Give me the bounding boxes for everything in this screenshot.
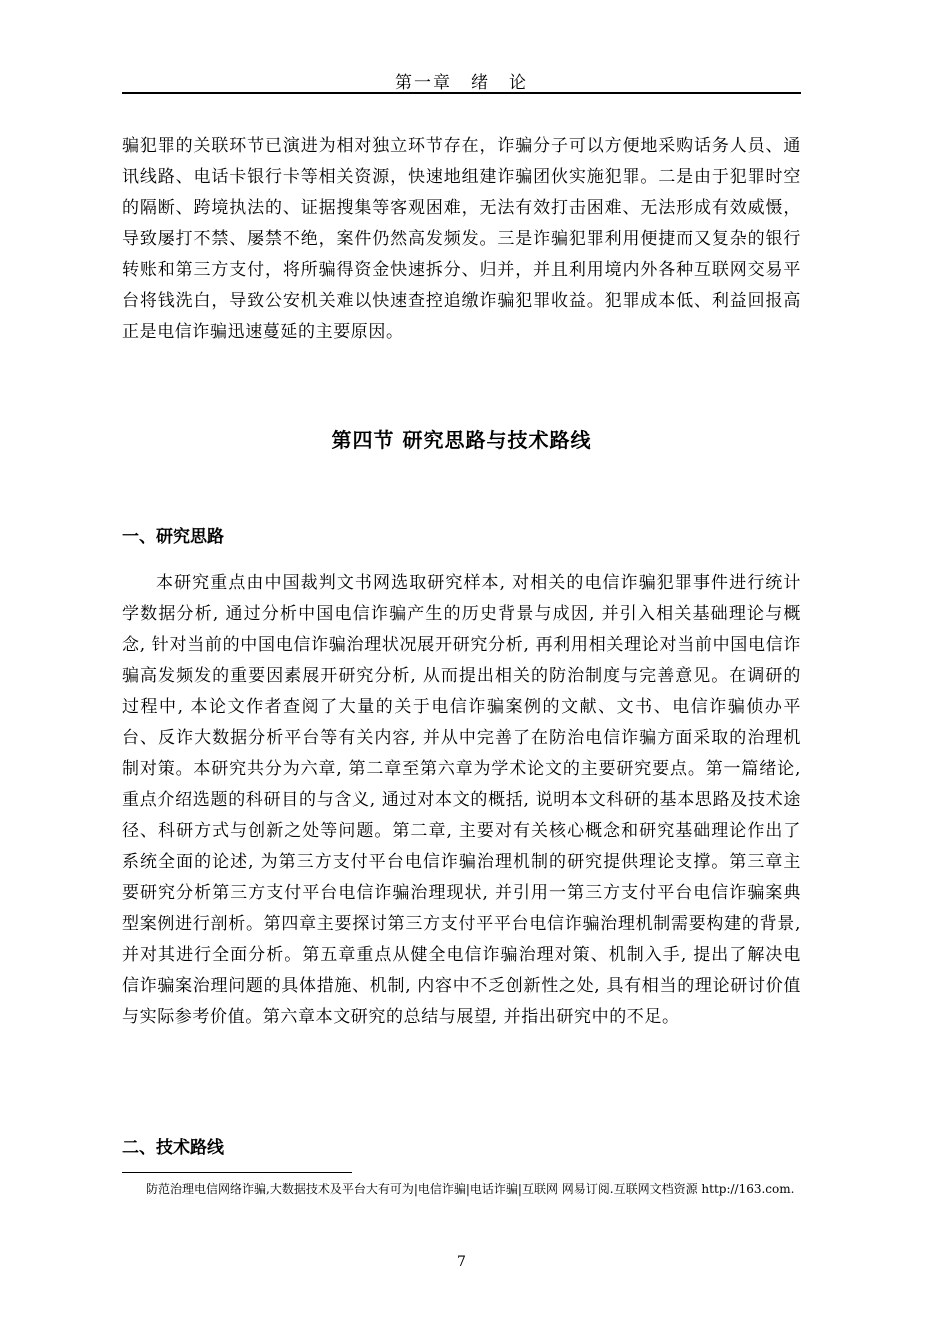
section-title: 第四节 研究思路与技术路线: [331, 428, 592, 452]
subheading-technical-route: 二、技术路线: [122, 1138, 224, 1158]
page-number: 7: [457, 1254, 466, 1270]
footnote-text: 防范治理电信网络诈骗,大数据技术及平台大有可为|电信诈骗|电话诈骗|互联网 网易订阅.互联网文档资源 http://163.com.: [146, 1182, 795, 1196]
footnote-separator: [122, 1172, 352, 1173]
running-header-title: 第一章 绪 论: [395, 73, 528, 93]
body-paragraph-continued: 骗犯罪的关联环节已演进为相对独立环节存在，诈骗分子可以方便地采购话务人员、通讯线路、电话卡银行卡等相关资源，快速地组建诈骗团伙实施犯罪。二是由于犯罪时空的隔断、跨境执法的、证据搜集等客观困难，无法有效打击困难、无法形成有效威慑，导致屡打不禁、屡禁不绝，案件仍然高发频发。三是诈骗犯罪利用便捷而又复杂的银行转账和第三方支付，将所骗得资金快速拆分、归并，并且利用境内外各种互联网交易平台将钱洗白，导致公安机关难以快速查控追缴诈骗犯罪收益。犯罪成本低、利益回报高正是电信诈骗迅速蔓延的主要原因。: [122, 136, 801, 342]
header-rule: [122, 92, 801, 94]
body-paragraph-research-approach: 本研究重点由中国裁判文书网选取研究样本, 对相关的电信诈骗犯罪事件进行统计学数据分析, 通过分析中国电信诈骗产生的历史背景与成因, 并引入相关基础理论与概念, 针对当前的中国电信诈骗治理状况展开研究分析, 再利用相关理论对当前中国电信诈骗高发频发的重要因素展开研究分析, 从而提出相关的防治制度与完善意见。在调研的过程中, 本论文作者查阅了大量的关于电信诈骗案例的文献、文书、电信诈骗侦办平台、反诈大数据分析平台等有关内容, 并从中完善了在防治电信诈骗方面采取的治理机制对策。本研究共分为六章, 第二章至第六章为学术论文的主要研究要点。第一篇绪论, 重点介绍选题的科研目的与含义, 通过对本文的概括, 说明本文科研的基本思路及技术途径、科研方式与创新之处等问题。第二章, 主要对有关核心概念和研究基础理论作出了系统全面的论述, 为第三方支付平台电信诈骗治理机制的研究提供理论支撑。第三章主要研究分析第三方支付平台电信诈骗治理现状, 并引用一第三方支付平台电信诈骗案典型案例进行剖析。第四章主要探讨第三方支付平平台电信诈骗治理机制需要构建的背景, 并对其进行全面分析。第五章重点从健全电信诈骗治理对策、机制入手, 提出了解决电信诈骗案治理问题的具体措施、机制, 内容中不乏创新性之处, 具有相当的理论研讨价值与实际参考价值。第六章本文研究的总结与展望, 并指出研究中的不足。: [122, 573, 801, 1027]
subheading-research-approach: 一、研究思路: [122, 527, 224, 547]
